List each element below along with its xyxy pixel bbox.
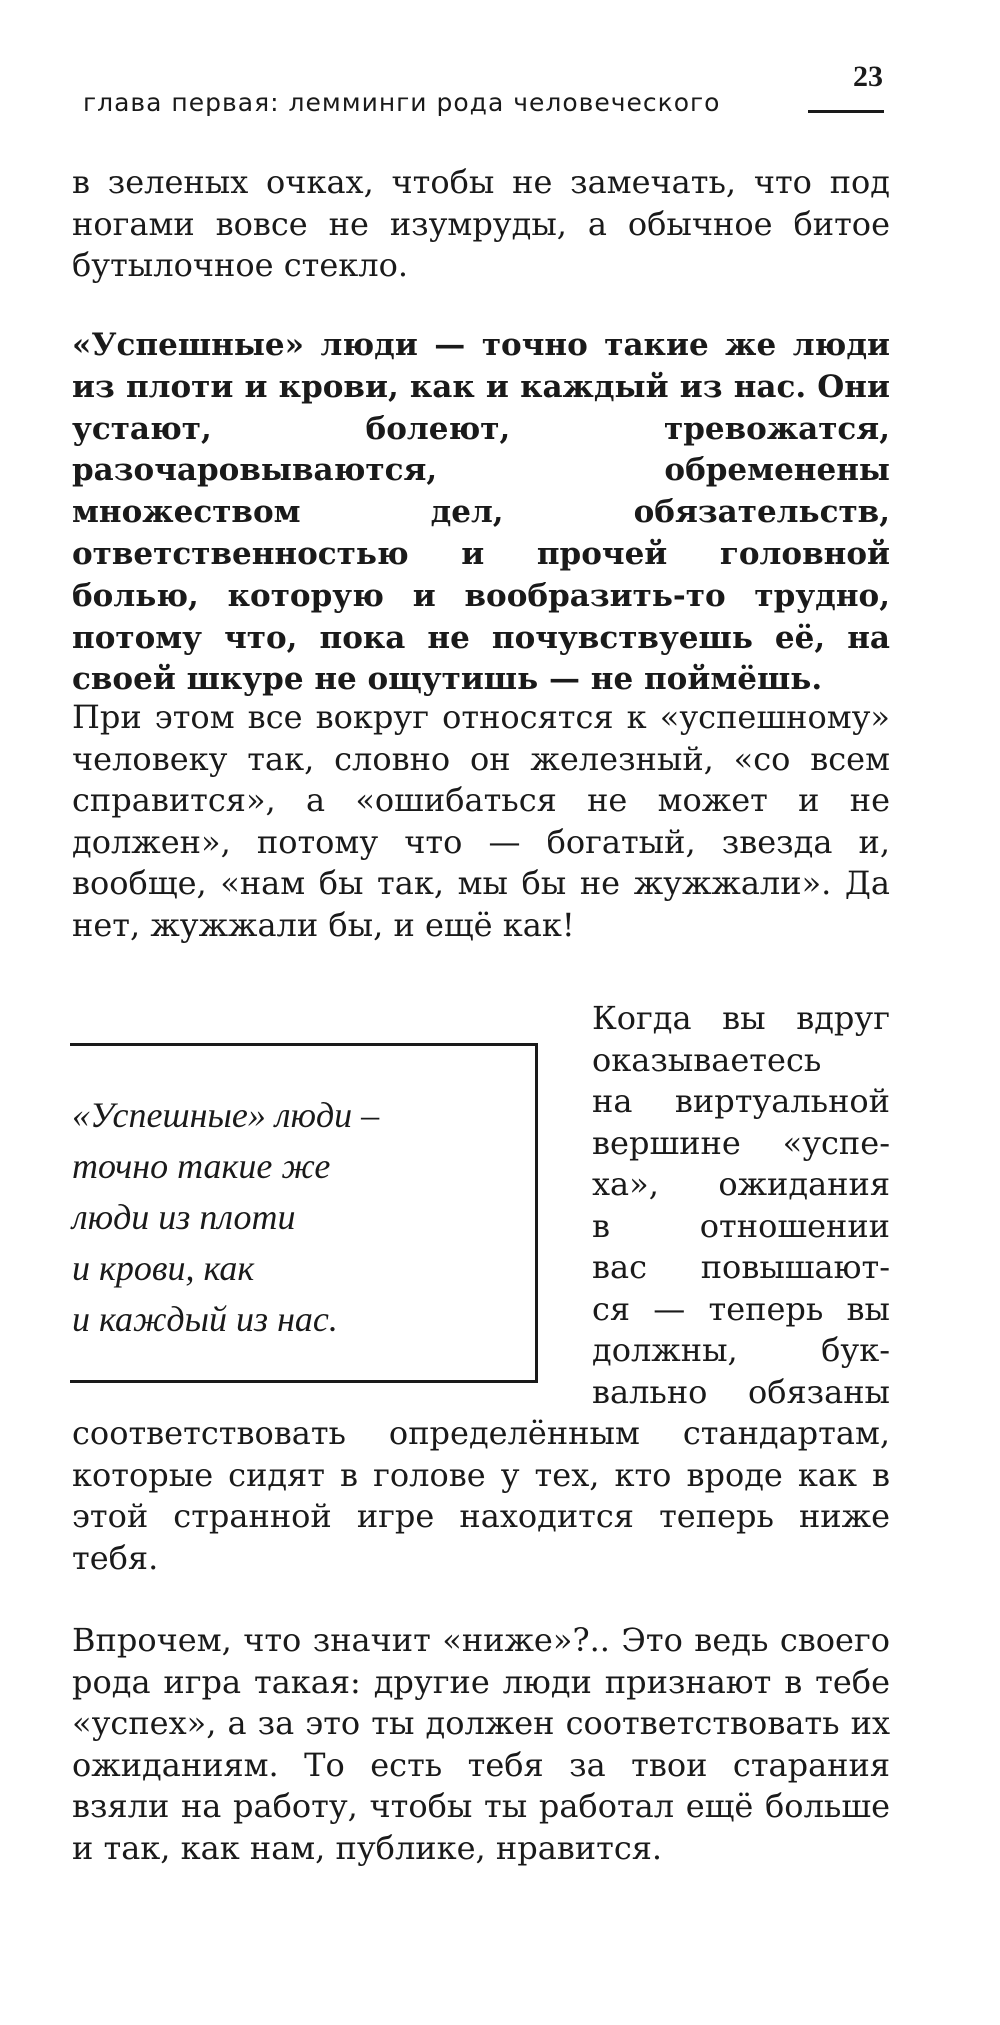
pullquote-line: люди из плоти [72, 1197, 296, 1237]
paragraph-2-text: «Успешные» люди — точно такие же люди из плоти и крови, как и каждый из нас. Они устают, болеют, тревожатся, разочаровываются, обременены множеством дел, обязательств, ответственностью и прочей головной болью, которую и вообразить-то трудно, потому что, пока не почувствуешь её, на своей шкуре не ощутишь — не поймёшь. [72, 327, 890, 698]
pullquote [72, 1090, 492, 1345]
page-number-rule [808, 110, 884, 113]
paragraph-5-text: Впрочем, что значит «ниже»?.. Это ведь своего рода игра такая: другие люди признают в тебе «успех», а за это ты должен соответствовать их ожиданиям. То есть тебя за твои старания взяли на работу, чтобы ты работал ещё больше и так, как нам, публике, нравится. [72, 1621, 890, 1867]
pullquote-line: и каждый из нас. [72, 1299, 338, 1339]
paragraph-2-bold [72, 325, 890, 701]
paragraph-4-continued [72, 1413, 890, 1579]
page-number: 23 [853, 60, 883, 93]
paragraph-4-side-column [592, 998, 890, 1413]
side-line: ся — теперь вы [592, 1289, 890, 1328]
pullquote-line: «Успешные» люди – [72, 1095, 380, 1135]
paragraph-4-rest-text: соответствовать определённым стандартам, которые сидят в голове у тех, кто вроде как в этой странной игре находится теперь ниже тебя. [72, 1414, 890, 1577]
paragraph-3-text: При этом все вокруг относятся к «успешному» человеку так, словно он железный, «со всем справится», а «ошибаться не может и не должен», потому что — богатый, звезда и, вообще, «нам бы так, мы бы не жужжали». Да нет, жужжали бы, и ещё как! [72, 698, 890, 944]
paragraph-5 [72, 1620, 890, 1869]
paragraph-1 [72, 162, 890, 287]
side-line: в отношении [592, 1206, 890, 1245]
side-line: оказываетесь [592, 1040, 822, 1079]
pullquote-line: точно такие же [72, 1146, 331, 1186]
running-head: глава первая: лемминги рода человеческого [83, 88, 721, 117]
side-line: вершине «успе- [592, 1123, 890, 1162]
side-line: должны, бук- [592, 1331, 890, 1369]
pullquote-line: и крови, как [72, 1248, 255, 1288]
side-line: вас повышают- [592, 1248, 890, 1286]
paragraph-1-text: в зеленых очках, чтобы не замечать, что под ногами вовсе не изумруды, а обычное битое бутылочное стекло. [72, 163, 890, 284]
side-line: ха», ожидания [592, 1165, 890, 1203]
paragraph-3 [72, 697, 890, 946]
side-line: Когда вы вдруг [592, 999, 890, 1037]
side-line: на виртуальной [592, 1082, 890, 1120]
side-line: вально обязаны [592, 1372, 890, 1411]
